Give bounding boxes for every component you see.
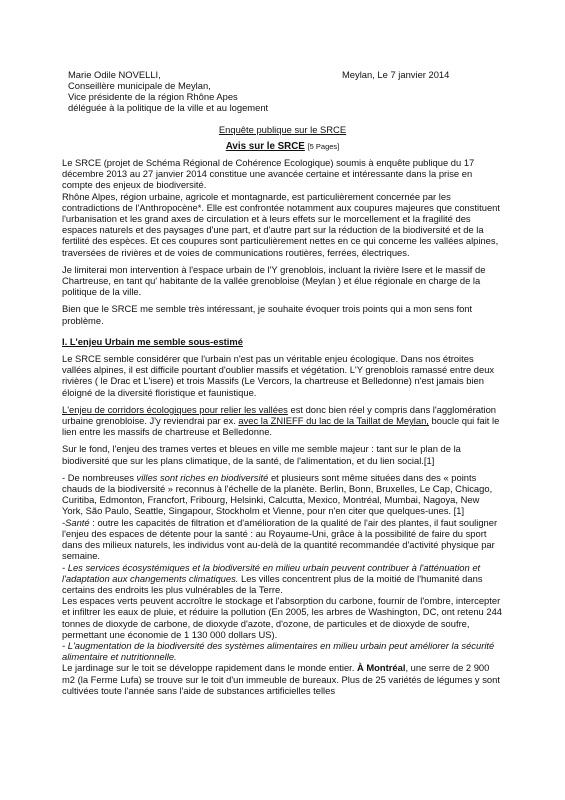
document-body: [62, 157, 502, 696]
paragraph-scope: Je limiterai mon intervention à l'espace urbain de l'Y grenoblois, incluant la rivière Isere et le massif de Chartreuse, en tant qu' habitante de la vallée grenobloise (Meylan ) et élue régionale en charge de la politique de la ville.: [62, 263, 486, 298]
rooftop-body: , une serre de 2 900 m2 (la Ferme Lufa) se trouve sur le toit d'un immeuble de bureaux. Plus de 25 variétés de légumes y sont cultivées toute l'année sans l'aide de substances artificielles telles: [62, 662, 500, 696]
sender-role-1: Conseillère municipale de Meylan,: [68, 80, 211, 91]
corridors-end: boucle qui fait le lien entre les massifs de chartreuse et Belledonne.: [62, 415, 500, 438]
paragraph-green-spaces: Les espaces verts peuvent accroître le stockage et l'absorption du carbone, fournir de l'ombre, intercepter et infiltrer les eaux de pluie, et réduire la pollution (En 2005, les arbres de Washington, DC, ont retenu 244 tonnes de dioxyde de carbone, de dioxyde d'azote, d'ozone, de particules et de dioxyde de soufre, permettant une économie de 1 130 000 dollars US).: [62, 595, 503, 640]
paragraph-climate: [62, 562, 502, 596]
cities-body: et plusieurs sont même situées dans des « points chauds de la biodiversité » reconnus à l'échelle de la planète. Berlin, Bonn, Bruxelles, Le Cap, Chicago, Curitiba, Edmonton, Francfort, Fribourg, Helsinki, Calcutta, Mexico, Montréal, Mumbai, Nagoya, New York, São Paulo, Seattle, Singapour, Stockholm et Vienne, pour n'en citer que quelques-unes. [1]: [62, 471, 493, 517]
paragraph-food: - L'augmentation de la biodiversité des systèmes alimentaires en milieu urbain peut améliorer la sécurité alimentaire et nutritionnelle.: [62, 639, 495, 663]
health-lead: -Santé: [62, 516, 90, 528]
intro-end: constitue une avancée certaine et intéressante dans la prise en compte des enjeux de biodiversité.: [62, 168, 473, 191]
paragraph-cities: [62, 472, 502, 517]
place-date: Meylan, Le 7 janvier 2014: [342, 69, 450, 80]
sender-block: [68, 69, 268, 113]
znieff-reference: avec la ZNIEFF du lac de la Taillat de Meylan,: [238, 415, 429, 427]
title-text: Avis sur le SRCE: [225, 141, 305, 152]
intro-detail: (projet de Schéma Régional de Cohérence Ecologique) soumis à enquête publique du 17 décembre 2013 au 27 janvier 2014: [62, 157, 475, 180]
page-count: [5 Pages]: [307, 142, 340, 151]
sender-name: Marie Odile NOVELLI,: [68, 69, 161, 80]
paragraph-health: [62, 517, 502, 562]
paragraph-trames: Sur le fond, l'enjeu des trames vertes et bleues en ville me semble majeur : tant sur le plan de la biodiversité que sur les plans climatique, de la santé, de l'alimentation, et du lien social.[1]: [62, 443, 461, 466]
paragraph-urban: Le SRCE semble considérer que l'urbain n'est pas un véritable enjeu écologique. Dans nos étroites vallées alpines, il est difficile pourtant d'oublier massifs et végétation. L'Y grenoblois ramassé entre deux rivières ( le Drac et L'isere) et trois Massifs (Le Vercors, la chartreuse et Belledonne) n'est jamais bien éloigné de la diversité floristique et faunistique.: [62, 353, 495, 398]
cities-emphasis: villes sont riches en biodiversité: [136, 471, 269, 483]
paragraph-intro: [62, 157, 502, 191]
cities-lead: - De nombreuses: [62, 471, 137, 483]
health-body: : outre les capacités de filtration et d'amélioration de la qualité de l'air des plantes, il faut souligner l'enjeu des espaces de détente pour la santé : au Royaume-Uni, grâce à la possibilité de faire du sport dans des milieux naturels, les individus vont au-delà de la quantité recommandée d'activité physique par semaine.: [62, 516, 498, 562]
climate-body: Les villes concentrent plus de la moitié de l'humanité dans certains des endroits les plus vulnérables de la Terre.: [62, 572, 483, 595]
document-title: [0, 141, 565, 152]
sender-role-3: déléguée à la politique de la ville et au logement: [68, 102, 269, 113]
paragraph-rooftop: [62, 662, 502, 696]
rooftop-lead: Le jardinage sur le toit se développe rapidement dans le monde entier.: [62, 662, 357, 674]
montreal-label: À Montréal: [356, 662, 406, 674]
document-subject: Enquête publique sur le SRCE: [218, 124, 347, 135]
climate-lead: - Les services écosystémiques et la biodiversité en milieu urbain peuvent contribuer à l'atténuation et l'adaptation aux changements climatiques.: [62, 561, 481, 584]
sender-role-2: Vice présidente de la région Rhône Apes: [68, 91, 238, 102]
corridors-lead: L'enjeu de corridors écologiques pour relier les vallées: [62, 403, 288, 415]
paragraph-points: Bien que le SRCE me semble très intéressant, je souhaite évoquer trois points qui a mon sens font problème.: [62, 303, 473, 326]
intro-lead: Le SRCE: [62, 157, 104, 168]
paragraph-corridors: [62, 404, 502, 438]
corridors-body: est donc bien réel y compris dans l'agglomération urbaine grenobloise. J'y reviendrai par ex.: [62, 403, 497, 427]
section-heading-1: I. L'enjeu Urbain me semble sous-estimé: [62, 335, 243, 347]
paragraph-region: Rhône Alpes, région urbaine, agricole et montagnarde, est particulièrement concernée par les contradictions de l'Anthropocène*. Elle est confrontée notamment aux coupures majeures que constituent l'urbanisation et les grand axes de circulation et à leurs effets sur le morcellement et la fragilité des espaces naturels et des paysages d'une part, et d'autre part sur la réduction de la biodiversité et de la fertilité des espèces. Et ces coupures sont particulièrement nettes en ce qui concerne les vallées alpines, traversées de rivières et de voies de communications routières, ferrées, électriques.: [62, 190, 500, 258]
